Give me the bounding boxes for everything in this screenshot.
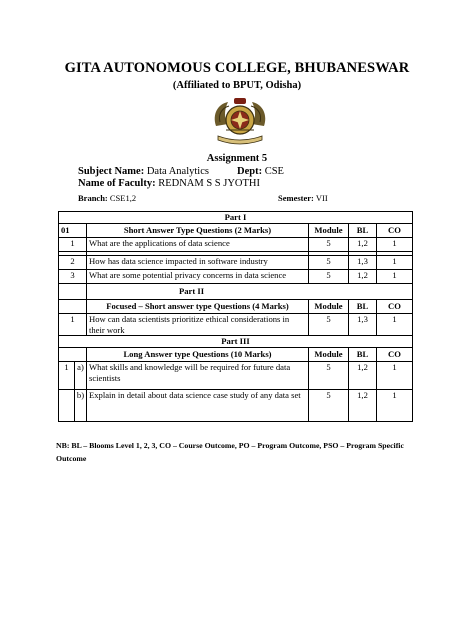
module-value: 5: [309, 390, 349, 422]
semester-line: [278, 193, 328, 203]
co-value: 1: [377, 390, 413, 422]
table-row: [59, 362, 413, 390]
bl-value: 1,2: [349, 238, 377, 252]
sub-question-label: b): [75, 390, 87, 422]
part-3-title: Part III: [59, 336, 413, 348]
dept-label: Dept:: [237, 166, 263, 177]
footnote: NB: BL – Blooms Level 1, 2, 3, CO – Course Outcome, PO – Program Outcome, PSO – Program Specific Outcome: [56, 441, 404, 463]
bl-value: 1,3: [349, 314, 377, 336]
module-header: Module: [309, 300, 349, 314]
part-2-header: [59, 284, 413, 300]
question-number: 1: [59, 362, 75, 390]
question-text: Explain in detail about data science case study of any data set: [87, 390, 309, 422]
question-number: 1: [59, 314, 87, 336]
table-row: [59, 390, 413, 422]
co-header: CO: [377, 348, 413, 362]
co-value: 1: [377, 314, 413, 336]
module-value: 5: [309, 256, 349, 270]
part-2-heading: Focused – Short answer type Questions (4 Marks): [87, 300, 309, 314]
table-row: [59, 238, 413, 252]
question-text: How has data science impacted in software industry: [87, 256, 309, 270]
subject-line: [78, 166, 209, 177]
sub-question-label: a): [75, 362, 87, 390]
bl-header: BL: [349, 300, 377, 314]
part-2-title: Part II: [87, 284, 413, 300]
co-header: CO: [377, 300, 413, 314]
question-text: What are the applications of data science: [87, 238, 309, 252]
co-value: 1: [377, 256, 413, 270]
module-header: Module: [309, 348, 349, 362]
faculty-value: REDNAM S S JYOTHI: [158, 178, 260, 189]
question-number: 3: [59, 270, 87, 284]
dept-line: [237, 166, 284, 177]
co-value: 1: [377, 270, 413, 284]
part-1-number: 01: [59, 224, 87, 238]
part-3-column-header: [59, 348, 413, 362]
branch-label: Branch:: [78, 193, 108, 203]
part-1-header: [59, 212, 413, 224]
part-1-title: Part I: [59, 212, 413, 224]
module-header: Module: [309, 224, 349, 238]
co-value: 1: [377, 238, 413, 252]
module-value: 5: [309, 238, 349, 252]
part-2-column-header: [59, 300, 413, 314]
semester-label: Semester:: [278, 193, 314, 203]
module-value: 5: [309, 314, 349, 336]
co-value: 1: [377, 362, 413, 390]
college-name: GITA AUTONOMOUS COLLEGE, BHUBANESWAR: [64, 60, 410, 76]
bl-header: BL: [349, 224, 377, 238]
part-3-heading: Long Answer type Questions (10 Marks): [87, 348, 309, 362]
bl-value: 1,2: [349, 390, 377, 422]
assignment-title: Assignment 5: [206, 153, 268, 164]
semester-value: VII: [315, 193, 328, 203]
part-1-heading: Short Answer Type Questions (2 Marks): [87, 224, 309, 238]
faculty-line: [78, 178, 260, 189]
part-3-header: [59, 336, 413, 348]
branch-value: CSE1,2: [109, 193, 137, 203]
module-value: 5: [309, 362, 349, 390]
table-row: [59, 270, 413, 284]
question-table: [58, 211, 413, 422]
dept-value: CSE: [264, 166, 284, 177]
table-row: [59, 256, 413, 270]
bl-value: 1,3: [349, 256, 377, 270]
co-header: CO: [377, 224, 413, 238]
question-text: What are some potential privacy concerns in data science: [87, 270, 309, 284]
bl-header: BL: [349, 348, 377, 362]
affiliation: (Affiliated to BPUT, Odisha): [172, 80, 302, 91]
college-emblem-icon: [212, 96, 268, 146]
module-value: 5: [309, 270, 349, 284]
bl-value: 1,2: [349, 270, 377, 284]
question-number: 1: [59, 238, 87, 252]
table-row: [59, 314, 413, 336]
question-text: How can data scientists prioritize ethical considerations in their work: [87, 314, 309, 336]
question-number: [59, 390, 75, 422]
faculty-label: Name of Faculty:: [78, 178, 156, 189]
branch-line: [78, 193, 136, 203]
part-1-column-header: [59, 224, 413, 238]
question-text: What skills and knowledge will be required for future data scientists: [87, 362, 309, 390]
question-number: 2: [59, 256, 87, 270]
subject-value: Data Analytics: [146, 166, 209, 177]
bl-value: 1,2: [349, 362, 377, 390]
subject-label: Subject Name:: [78, 166, 145, 177]
